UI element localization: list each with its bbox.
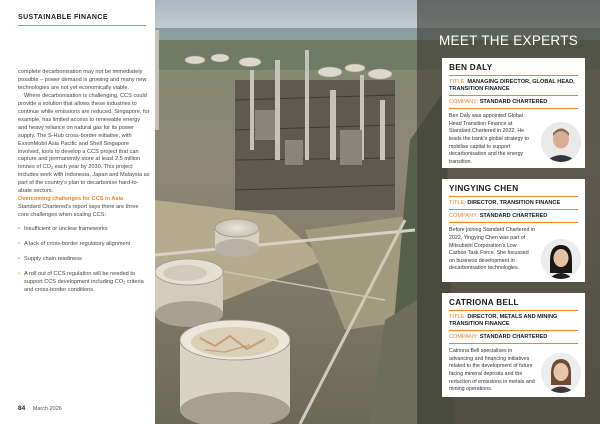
company-value: STANDARD CHARTERED xyxy=(479,333,548,340)
article-column xyxy=(0,0,155,424)
avatar xyxy=(541,122,581,162)
company-label: COMPANY: xyxy=(449,213,479,220)
expert-bio: Before joining Standard Chartered in 2022, Yingying Chen was part of Mitsubishi Corporation's Low Carbon Task Force. She focussed on business development in decarbonisation technologies. xyxy=(449,227,535,272)
list-item: • A lack of cross-border regulatory alignment xyxy=(18,241,150,249)
expert-bio: Ben Daly was appointed Global Head Transition Finance at Standard Chartered in 2022. He leads the bank's global strategy to mobilise capital to support decarbonisation and the energy transition. xyxy=(449,113,529,165)
section-title: SUSTAINABLE FINANCE xyxy=(18,14,108,21)
expert-card-catriona-bell xyxy=(442,293,585,397)
article-body xyxy=(18,69,150,302)
list-item: • Supply chain readiness xyxy=(18,256,150,264)
page-footer xyxy=(18,405,62,412)
issue-date: March 2026 xyxy=(32,406,62,412)
title-label: TITLE: xyxy=(449,79,466,86)
company-value: STANDARD CHARTERED xyxy=(479,98,548,105)
page-number: 84 xyxy=(18,405,26,412)
avatar xyxy=(541,239,581,279)
title-label: TITLE: xyxy=(449,200,466,207)
article-paragraph: Standard Chartered's report says there are three core challenges when scaling CCS: xyxy=(18,204,139,219)
avatar xyxy=(541,353,581,393)
expert-card-ben-daly xyxy=(442,58,585,168)
expert-company xyxy=(442,96,585,108)
challenge-list xyxy=(18,226,150,295)
experts-heading: MEET THE EXPERTS xyxy=(439,33,579,48)
title-value: MANAGING DIRECTOR, GLOBAL HEAD, TRANSITION FINANCE xyxy=(449,79,575,92)
expert-bio: Catriona Bell specialises in advancing and financing initiatives related to the development of future facing mineral deposits and the reduction of emissions in metals and mining operations. xyxy=(449,348,535,393)
company-label: COMPANY: xyxy=(449,333,479,340)
article-paragraph: Where decarbonisation is challenging, CCS could provide a solution that allows these industries to continue while emissions are reduced. Singapore, for example, has limited access to renewable energy and heavy reliance on natural gas for its power supply. The S-Hub cross-border initiative, with ExxonMobil Asia Pacific and Shell Singapore involved, tools to develop a CCS project that can capture and permanently store at least 2.5 million tonnes of CO₂ each year by 2030. This project includes work with Indonesia, Japan and Malaysia as part of the country's plan to decarbonise hard-to-abate sectors. xyxy=(18,92,150,195)
list-item: • A roll out of CCS regulation will be needed to support CCS development including CO₂ criteria and cross-border conditions. xyxy=(18,271,150,295)
expert-company xyxy=(442,331,585,343)
title-value: DIRECTOR, METALS AND MINING TRANSITION FINANCE xyxy=(449,314,558,327)
expert-name: YINGYING CHEN xyxy=(449,184,519,193)
company-value: STANDARD CHARTERED xyxy=(479,213,548,220)
list-item: • Insufficient or unclear frameworks xyxy=(18,226,150,234)
article-paragraph: complete decarbonisation may not be immediately possible – power demand is growing and many new technologies are not yet economically viable. xyxy=(18,69,147,91)
title-label: TITLE: xyxy=(449,314,466,321)
portrait-ben-daly xyxy=(541,122,581,162)
expert-name: BEN DALY xyxy=(449,63,493,72)
expert-card-yingying-chen xyxy=(442,179,585,282)
article-subheading: Overcoming challenges for CCS in Asia xyxy=(18,196,124,203)
title-value: DIRECTOR, TRANSITION FINANCE xyxy=(467,200,561,207)
section-divider xyxy=(18,25,146,26)
expert-company xyxy=(442,210,585,222)
company-label: COMPANY: xyxy=(449,98,479,105)
expert-name: CATRIONA BELL xyxy=(449,298,519,307)
expert-title xyxy=(442,197,585,209)
portrait-yingying-chen xyxy=(541,239,581,279)
expert-title xyxy=(442,76,585,95)
expert-title xyxy=(442,311,585,330)
portrait-catriona-bell xyxy=(541,353,581,393)
